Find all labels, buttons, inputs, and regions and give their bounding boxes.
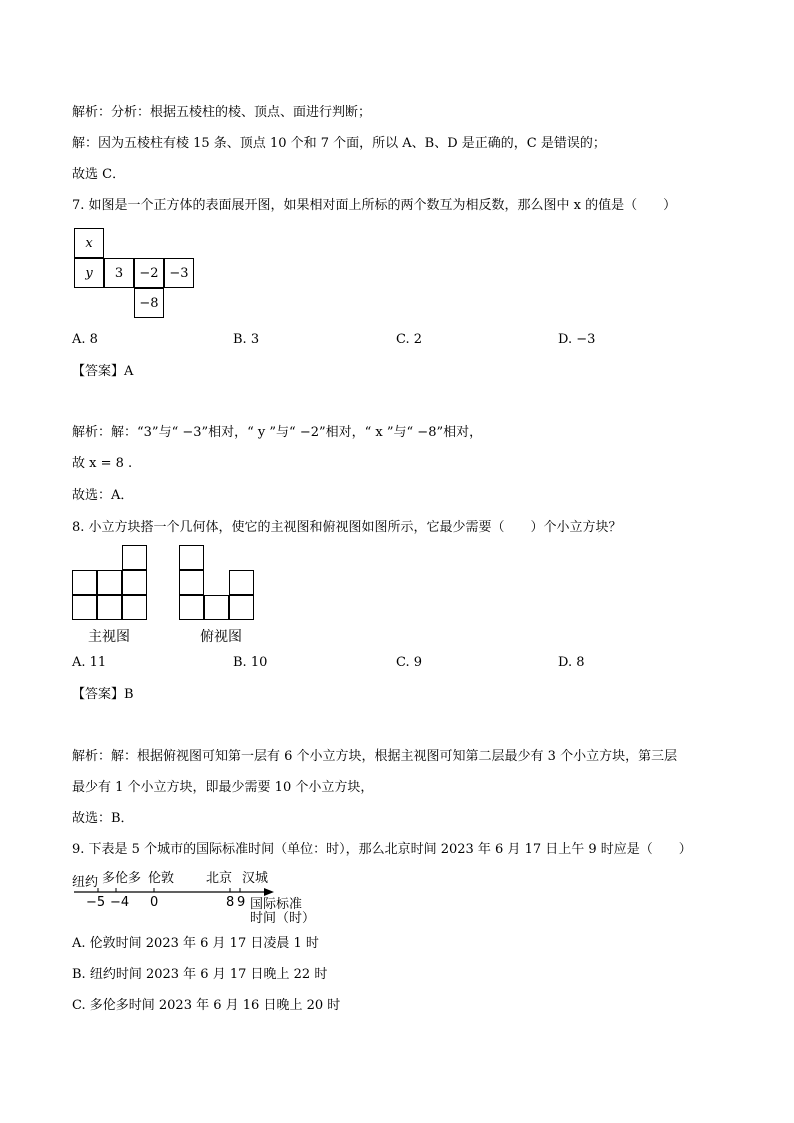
top-view-square bbox=[229, 595, 254, 620]
front-view-square bbox=[122, 545, 147, 570]
city-label-beijing: 北京 bbox=[206, 871, 233, 886]
q8-choose: 故选：B． bbox=[72, 811, 134, 826]
tick-label-9: 9 bbox=[237, 895, 246, 910]
tick-label-neg4: −4 bbox=[110, 895, 130, 910]
net-cell-neg8: −8 bbox=[134, 288, 164, 318]
q8-stem: 8. 小立方块搭一个几何体，使它的主视图和俯视图如图所示，它最少需要（ ）个小立方块？ bbox=[72, 520, 622, 535]
front-view-square bbox=[97, 570, 122, 595]
front-view-caption: 主视图 bbox=[88, 629, 130, 645]
q9-option-a: A. 伦敦时间 2023 年 6 月 17 日凌晨 1 时 bbox=[72, 936, 319, 951]
q7-therefore: 故 x = 8 . bbox=[72, 456, 133, 471]
q9-stem: 9. 下表是 5 个城市的国际标准时间（单位：时），那么北京时间 2023 年 6 月 17 日上午 9 时应是（ ） bbox=[72, 842, 692, 857]
net-cell-3: 3 bbox=[104, 258, 134, 288]
q8-option-d: D. 8 bbox=[558, 655, 585, 670]
tick-label-8: 8 bbox=[226, 895, 235, 910]
q8-option-c: C. 9 bbox=[396, 655, 423, 670]
city-label-seoul: 汉城 bbox=[242, 871, 269, 886]
q7-answer: 【答案】A bbox=[72, 364, 134, 379]
q7-option-a: A. 8 bbox=[72, 332, 98, 347]
analysis-line: 解析：分析：根据五棱柱的棱、顶点、面进行判断； bbox=[72, 105, 372, 120]
top-view-square bbox=[179, 570, 204, 595]
front-view-square bbox=[72, 595, 97, 620]
axis-label-line1: 国际标准 bbox=[250, 897, 303, 912]
solution-line: 解：因为五棱柱有棱 15 条、顶点 10 个和 7 个面，所以 A、B、D 是正确的，C 是错误的； bbox=[72, 136, 606, 151]
arrowhead-icon bbox=[264, 888, 274, 896]
q9-option-b: B. 纽约时间 2023 年 6 月 17 日晚上 22 时 bbox=[72, 967, 328, 982]
tick-label-0: 0 bbox=[150, 895, 159, 910]
net-cell-neg3: −3 bbox=[164, 258, 194, 288]
front-view-square bbox=[72, 570, 97, 595]
q7-option-d: D. −3 bbox=[558, 332, 596, 347]
net-cell-neg2: −2 bbox=[134, 258, 164, 288]
city-label-london: 伦敦 bbox=[148, 871, 175, 886]
city-label-toronto: 多伦多 bbox=[102, 871, 142, 886]
q8-analysis-2: 最少有 1 个小立方块，即最少需要 10 个小立方块， bbox=[72, 780, 374, 795]
q7-option-c: C. 2 bbox=[396, 332, 423, 347]
choose-line: 故选 C． bbox=[72, 167, 126, 182]
q8-option-a: A. 11 bbox=[72, 655, 107, 670]
top-view-square bbox=[179, 545, 204, 570]
q7-choose: 故选：A． bbox=[72, 488, 134, 503]
q7-option-b: B. 3 bbox=[233, 332, 260, 347]
front-view-square bbox=[122, 570, 147, 595]
front-view-square bbox=[97, 595, 122, 620]
q7-stem: 7. 如图是一个正方体的表面展开图，如果相对面上所标的两个数互为相反数，那么图中 x 的值是（ ） bbox=[72, 198, 677, 213]
tick-label-neg5: −5 bbox=[86, 895, 106, 910]
top-view-square bbox=[204, 595, 229, 620]
q8-answer: 【答案】B bbox=[72, 687, 134, 702]
top-view-square bbox=[179, 595, 204, 620]
front-view-square bbox=[122, 595, 147, 620]
net-cell-y: y bbox=[74, 258, 104, 288]
q8-option-b: B. 10 bbox=[233, 655, 268, 670]
q7-analysis: 解析：解：“3”与“ −3”相对，“ y ”与“ −2”相对，“ x ”与“ −8”相对， bbox=[72, 425, 483, 440]
top-view-caption: 俯视图 bbox=[200, 629, 242, 645]
top-view-square bbox=[229, 570, 254, 595]
city-label-newyork: 纽约 bbox=[72, 875, 99, 890]
q8-analysis-1: 解析：解：根据俯视图可知第一层有 6 个小立方块，根据主视图可知第二层最少有 3 个小立方块，第三层 bbox=[72, 749, 678, 764]
q9-option-c: C. 多伦多时间 2023 年 6 月 16 日晚上 20 时 bbox=[72, 998, 341, 1013]
timezone-number-line bbox=[66, 864, 346, 932]
axis-label-line2: 时间（时） bbox=[250, 911, 316, 926]
net-cell-x: x bbox=[74, 228, 104, 258]
